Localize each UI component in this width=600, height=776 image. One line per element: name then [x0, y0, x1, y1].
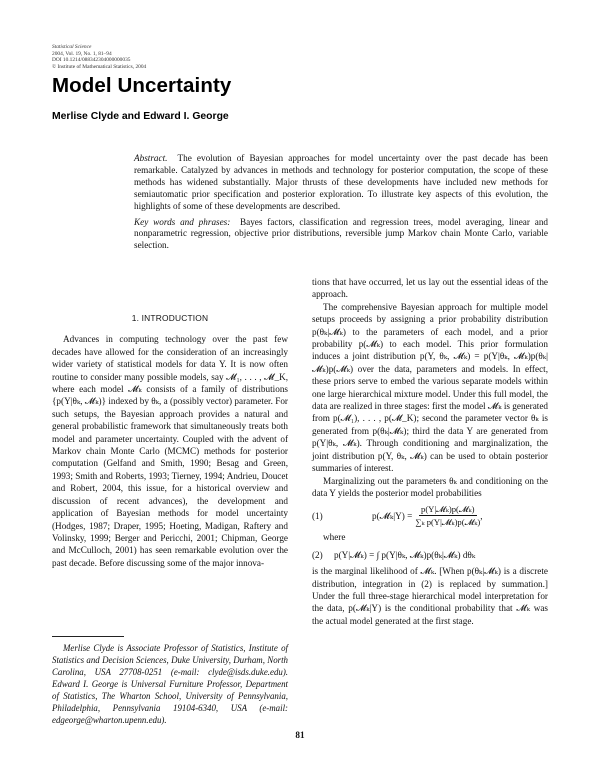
journal-header: [52, 44, 146, 70]
abstract-text: The evolution of Bayesian approaches for model uncertainty over the past decade has been remarkable. Catalyzed by advances in methods and technology for posterior computation, the scope of these methods has widened substantially. Major thrusts of these developments have included new methods for semiautomatic prior specification and posterior exploration. To illustrate key aspects of this evolution, the highlights of some of these developments are described.: [134, 153, 548, 211]
left-column: [52, 312, 288, 569]
equation-1: [312, 504, 548, 527]
equation-2-body: p(Y|𝓜ₖ) = ∫ p(Y|θₖ, 𝓜ₖ)p(θₖ|𝓜ₖ) dθₖ: [334, 549, 476, 560]
abstract-paragraph: [134, 153, 548, 213]
marginal-likelihood-paragraph: is the marginal likelihood of 𝓜ₖ. [When p(θₖ|𝓜ₖ) is a discrete distribution, integration in (2) is replaced by summation.] Under the full three-stage hierarchical model interpretation for the data, p(𝓜ₖ|Y) is the conditional probability that 𝓜ₖ was the actual model generated at the first stage.: [312, 566, 548, 626]
equation-1-tail: ,: [480, 510, 483, 521]
keywords-label: Key words and phrases:: [134, 216, 231, 227]
paper-title: Model Uncertainty: [52, 74, 232, 97]
journal-copyright: © Institute of Mathematical Statistics, 2004: [52, 63, 147, 70]
author-footnote: [52, 642, 288, 726]
intro-continuation: tions that have occurred, let us lay out the essential ideas of the approach.: [312, 277, 548, 300]
where-text: where: [323, 532, 346, 543]
bayesian-approach-paragraph: The comprehensive Bayesian approach for multiple model setups proceeds by assigning a prior probability distribution p(θₖ|𝓜ₖ) to the parameters of each model, and a prior probability p(𝓜ₖ) to each model. This prior formulation induces a joint distribution p(Y, θₖ, 𝓜ₖ) = p(Y|θₖ, 𝓜ₖ)p(θₖ|𝓜ₖ)p(𝓜ₖ) over the data, parameters and models. In effect, these priors serve to embed the various separate models within one large hierarchical mixture model. Under this full model, the data are realized in three stages: first the model 𝓜ₖ is generated from p(𝓜₁), . . . , p(𝓜_K); second the parameter vector θₖ is generated from p(θₖ|𝓜ₖ); third the data Y are generated from p(Y|θₖ, 𝓜ₖ). Through conditioning and marginalization, the joint distribution p(Y, θₖ, 𝓜ₖ) can be used to obtain posterior summaries of interest.: [312, 301, 548, 474]
paper-authors: Merlise Clyde and Edward I. George: [52, 111, 229, 122]
page-number: 81: [295, 730, 305, 740]
equation-1-denominator: ∑ₖ p(Y|𝓜ₖ)p(𝓜ₖ): [415, 517, 481, 528]
journal-name: Statistical Science: [52, 44, 92, 50]
keywords-text: Bayes factors, classification and regression trees, model averaging, linear and nonparametric regression, objective prior distributions, reversible jump Markov chain Monte Carlo, variable selection.: [134, 216, 549, 251]
marginalizing-paragraph: Marginalizing out the parameters θₖ and conditioning on the data Y yields the posterior model probabilities: [312, 475, 548, 498]
equation-1-fraction: [415, 504, 483, 528]
footnote-text: Merlise Clyde is Associate Professor of Statistics, Institute of Statistics and Decision Sciences, Duke University, Durham, North Carolina, USA 27708-0251 (e-mail: clyde@isds.duke.edu). Edward I. George is Universal Furniture Professor, Department of Statistics, The Wharton School, University of Pennsylvania, Philadelphia, Pennsylvania 19104-6340, USA (e-mail: edgeorge@wharton.upenn.edu).: [52, 643, 288, 725]
footnote-divider: [52, 636, 124, 637]
equation-1-lhs: p(𝓜ₖ|Y) =: [372, 510, 413, 521]
abstract: [134, 153, 548, 252]
equation-1-numerator: p(Y|𝓜ₖ)p(𝓜ₖ): [421, 504, 475, 515]
keywords-paragraph: [134, 217, 548, 253]
intro-paragraph: Advances in computing technology over the past few decades have allowed for the consideration of an increasingly wider variety of statistical models for data Y. It is now often routine to consider many possible models, say 𝓜₁, . . . , 𝓜_K, where each model 𝓜ₖ consists of a family of distributions {p(Y|θₖ, 𝓜ₖ)} indexed by θₖ, a (possibly vector) parameter. For such setups, the Bayesian approach provides a natural and general probabilistic framework that simultaneously treats both model and parameter uncertainty. Coupled with the advent of Markov chain Monte Carlo (MCMC) methods for posterior computation (Gelfand and Smith, 1990; Besag and Green, 1993; Smith and Roberts, 1993; Tierney, 1994; Andrieu, Doucet and Robert, 2004, this issue, for a historical overview and discussion of recent advances), the development and application of Bayesian methods for model uncertainty (Hodges, 1987; Draper, 1995; Hoeting, Madigan, Raftery and Volinsky, 1999; Berger and Pericchi, 2001; Chipman, George and McCulloch, 2001) has seen remarkable evolution over the past decade. Before discussing some of the major innova-: [52, 334, 288, 568]
section-heading: 1. INTRODUCTION: [131, 313, 209, 323]
equation-2: [312, 549, 548, 561]
equation-1-number: (1): [312, 510, 323, 521]
abstract-label: Abstract.: [134, 153, 168, 163]
journal-volume: 2004, Vol. 19, No. 1, 81–94: [52, 50, 112, 57]
equation-2-number: (2): [312, 549, 323, 560]
journal-doi: DOI 10.1214/088342304000000035: [52, 57, 131, 64]
right-column: [312, 276, 548, 627]
